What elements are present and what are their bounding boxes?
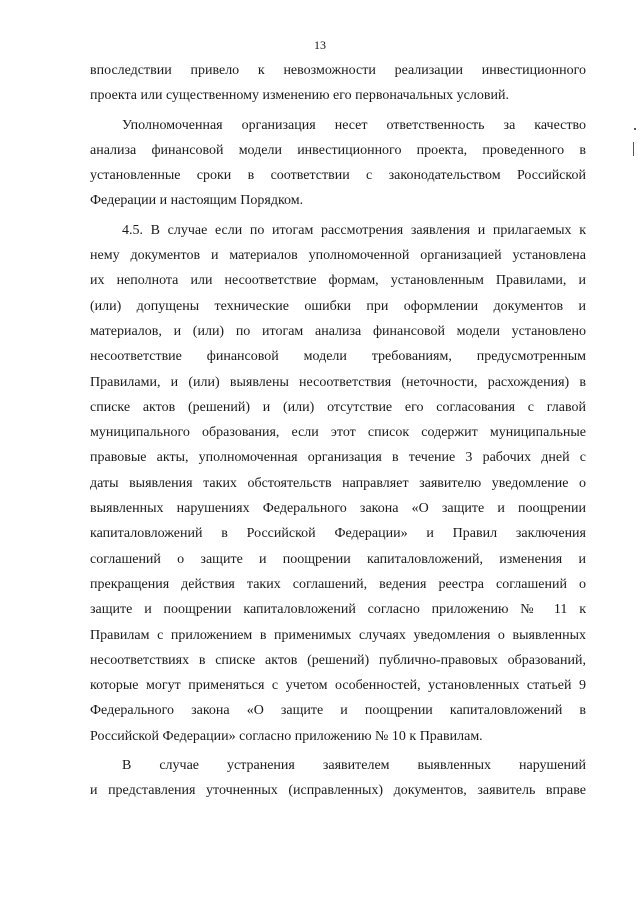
text-line: Правилам с приложением в применимых случаях уведомления о выявленных [90,627,586,643]
text-line: анализа финансовой модели инвестиционного проекта, проведенного в [90,142,586,158]
text-line: капиталовложений в Российской Федерации» и Правил заключения [90,526,586,542]
text-line: выявленных нарушениях Федерального закона «О защите и поощрении [90,501,586,517]
text-line: муниципального образования, если этот список содержит муниципальные [90,425,586,441]
text-line: даты выявления таких обстоятельств направляет заявителю уведомление о [90,475,586,491]
text-line: соглашений о защите и поощрении капиталовложений, изменения и [90,551,586,567]
text-line: установленные сроки в соответствии с законодательством Российской [90,168,586,184]
text-line: несоответствиях в списке актов (решений) публично-правовых образований, [90,652,586,668]
text-line: их неполнота или несоответствие формам, установленным Правилами, и [90,273,586,289]
text-line: защите и поощрении капиталовложений согласно приложению № 11 к [90,602,586,618]
document-body [90,58,586,804]
scan-mark [633,142,634,156]
paragraph [90,218,586,749]
paragraph [90,58,586,109]
scan-mark [634,128,636,130]
text-line: списке актов (решений) и (или) отсутствие его согласования с главой [90,399,586,415]
text-line: несоответствие финансовой модели требованиям, предусмотренным [90,349,586,365]
text-line: Федерального закона «О защите и поощрении капиталовложений в [90,703,586,719]
text-line: впоследствии привело к невозможности реализации инвестиционного [90,63,586,78]
text-line: нему документов и материалов уполномоченной организацией установлена [90,248,586,264]
text-line: которые могут применяться с учетом особенностей, установленных статьей 9 [90,678,586,694]
text-line: Уполномоченная организация несет ответственность за качество [122,117,586,133]
text-line: материалов, и (или) по итогам анализа финансовой модели установлено [90,323,586,339]
text-line: Российской Федерации» согласно приложению № 10 к Правилам. [90,728,483,744]
text-line: Правилами, и (или) выявлены несоответствия (неточности, расхождения) в [90,374,586,390]
text-line: прекращения действия таких соглашений, ведения реестра соглашений о [90,576,586,592]
text-line: проекта или существенному изменению его первоначальных условий. [90,88,509,104]
paragraph [90,753,586,804]
text-line: Федерации и настоящим Порядком. [90,193,304,209]
page-number: 13 [314,38,326,52]
text-line: 4.5. В случае если по итогам рассмотрения заявления и прилагаемых к [122,222,586,238]
text-line: (или) допущены технические ошибки при оформлении документов и [90,298,586,314]
text-line: правовые акты, уполномоченная организация в течение 3 рабочих дней с [90,450,586,466]
text-line: и представления уточненных (исправленных) документов, заявитель вправе [90,783,586,799]
paragraph [90,113,586,214]
text-line: В случае устранения заявителем выявленных нарушений [122,758,586,774]
